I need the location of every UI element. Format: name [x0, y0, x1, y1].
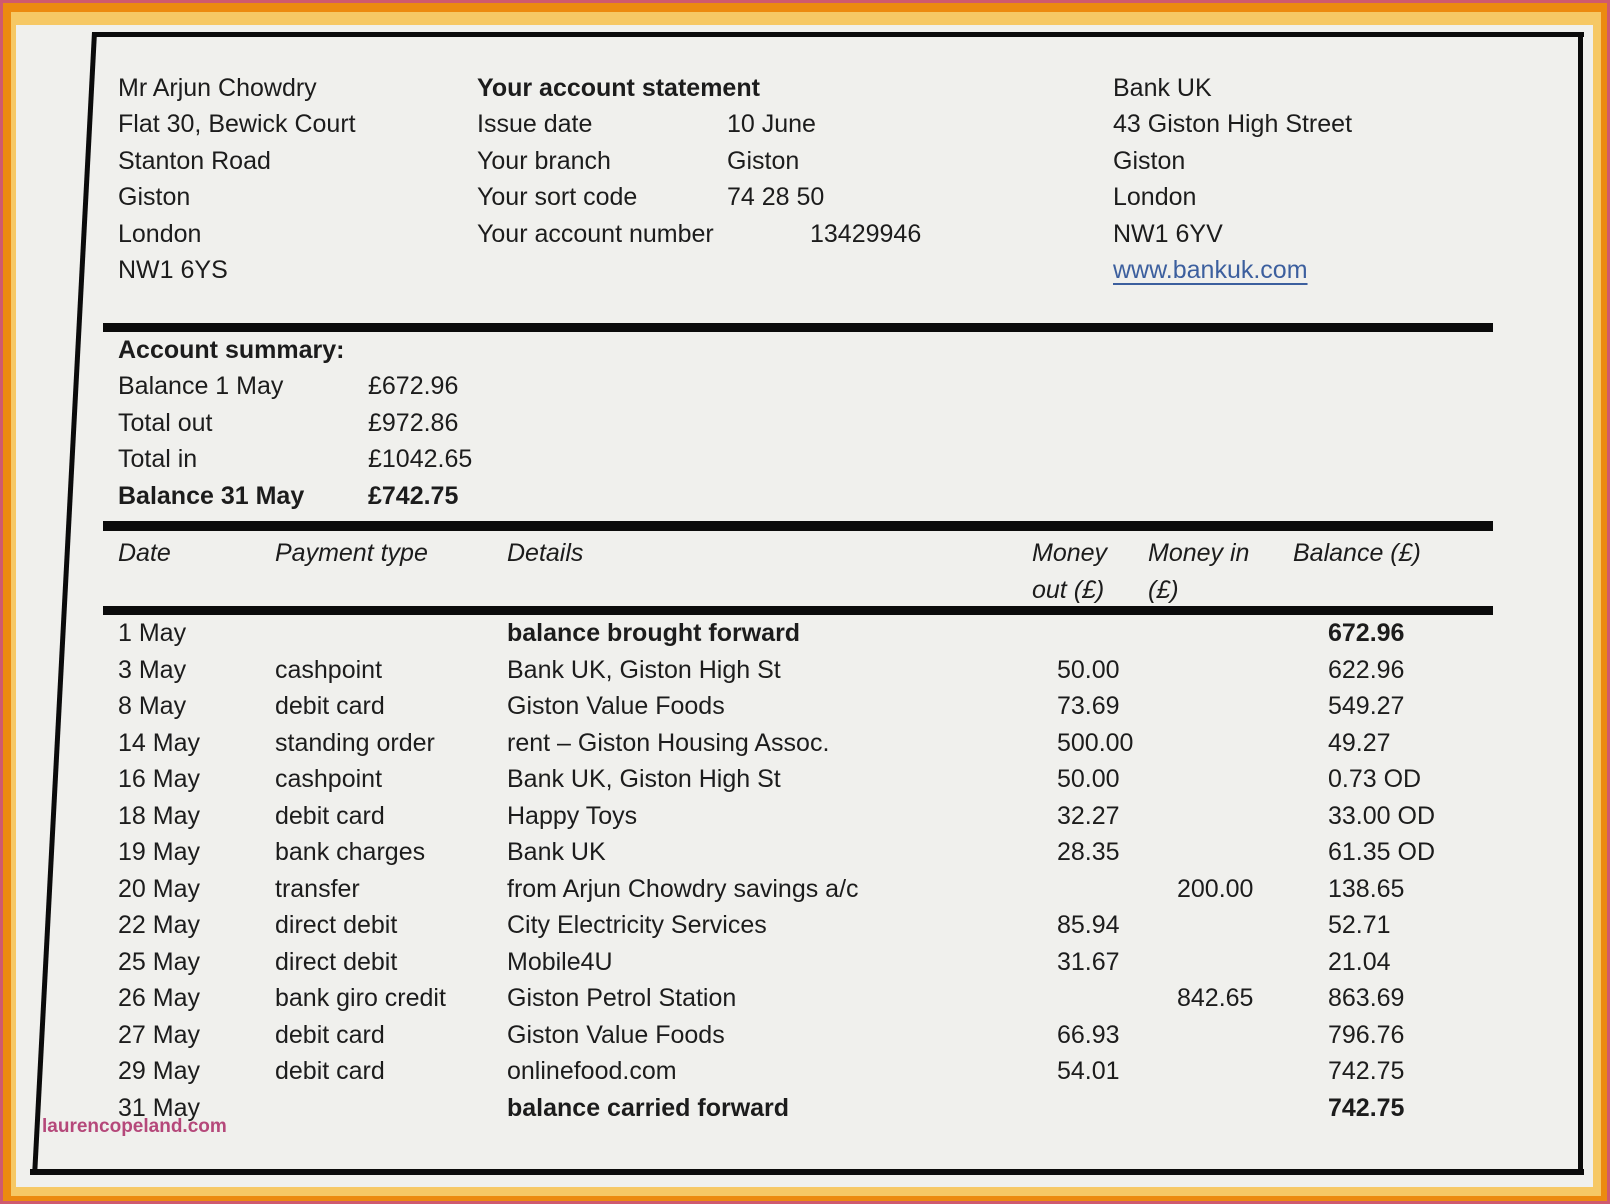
table-row — [0, 652, 1610, 689]
table-header-details: Details — [507, 539, 584, 567]
cell-details: from Arjun Chowdry savings a/c — [507, 874, 859, 903]
summary-row-value: £1042.65 — [368, 445, 473, 474]
statement-box-border-bottom — [30, 1169, 1584, 1175]
cell-balance: 138.65 — [1328, 874, 1405, 903]
statement-row-value: 74 28 50 — [727, 183, 825, 212]
table-row — [0, 688, 1610, 725]
cell-date: 25 May — [118, 947, 200, 976]
cell-details: Bank UK, Giston High St — [507, 765, 781, 793]
table-header-money-out: Money out (£) — [1032, 539, 1108, 604]
statement-row-value: 13429946 — [810, 219, 922, 248]
statement-row-value: Giston — [727, 146, 800, 175]
bank-address-lines — [1113, 70, 1352, 252]
cell-payment-type: debit card — [275, 1020, 385, 1049]
cell-money-out: 85.94 — [1057, 911, 1120, 939]
account-summary-rows — [118, 368, 473, 514]
cell-money-in: 842.65 — [1177, 984, 1254, 1012]
cell-date: 31 May — [118, 1093, 200, 1122]
cell-balance: 21.04 — [1328, 947, 1391, 976]
bank-address-block — [1113, 70, 1352, 288]
summary-row-label: Balance 1 May — [118, 372, 284, 401]
table-header-date: Date — [118, 539, 171, 567]
cell-payment-type: debit card — [275, 692, 385, 720]
bank-address-line: NW1 6YV — [1113, 219, 1223, 248]
bank-address-line: London — [1113, 183, 1197, 212]
cell-date: 29 May — [118, 1057, 200, 1085]
summary-row — [118, 368, 459, 404]
cell-date: 3 May — [118, 655, 187, 684]
cell-date: 26 May — [118, 984, 200, 1012]
cell-payment-type: direct debit — [275, 947, 398, 976]
cell-payment-type: transfer — [275, 874, 360, 903]
cell-money-out: 28.35 — [1057, 838, 1120, 866]
cell-balance: 549.27 — [1328, 692, 1405, 720]
table-row — [0, 944, 1610, 981]
cell-payment-type: debit card — [275, 801, 385, 830]
transactions-table-body — [0, 615, 1610, 1126]
cell-balance: 52.71 — [1328, 911, 1391, 939]
statement-box-border-top — [92, 32, 1584, 37]
summary-row-label: Total in — [118, 445, 198, 474]
cell-balance: 49.27 — [1328, 728, 1391, 757]
customer-address-line: NW1 6YS — [118, 256, 228, 285]
table-row — [0, 798, 1610, 835]
cell-payment-type: bank charges — [275, 838, 426, 866]
cell-date: 1 May — [118, 619, 187, 647]
cell-payment-type: cashpoint — [275, 655, 383, 684]
account-summary-title: Account summary: — [118, 336, 345, 364]
cell-money-out: 50.00 — [1057, 765, 1120, 793]
cell-money-in: 200.00 — [1177, 874, 1254, 903]
summary-row-value: £672.96 — [368, 372, 459, 401]
summary-row — [118, 478, 459, 514]
summary-row-label: Total out — [118, 408, 213, 437]
statement-row — [477, 106, 1117, 142]
cell-details: Bank UK — [507, 838, 606, 866]
table-row — [0, 761, 1610, 798]
table-header-balance: Balance (£) — [1293, 539, 1421, 567]
customer-address-line: London — [118, 219, 202, 248]
statement-row-label: Issue date — [477, 110, 593, 139]
customer-address-line: Giston — [118, 183, 191, 212]
table-row — [0, 615, 1610, 652]
cell-money-out: 50.00 — [1057, 655, 1120, 684]
cell-money-out: 500.00 — [1057, 728, 1134, 757]
cell-balance: 61.35 OD — [1328, 838, 1436, 866]
cell-money-out: 73.69 — [1057, 692, 1120, 720]
cell-payment-type: bank giro credit — [275, 984, 446, 1012]
table-row — [0, 1090, 1610, 1127]
cell-balance: 622.96 — [1328, 655, 1405, 684]
table-row — [0, 871, 1610, 908]
cell-date: 18 May — [118, 801, 200, 830]
cell-payment-type: cashpoint — [275, 765, 383, 793]
summary-row-value: £742.75 — [368, 481, 459, 510]
cell-payment-type: direct debit — [275, 911, 398, 939]
cell-details: balance brought forward — [507, 619, 801, 647]
cell-details: Mobile4U — [507, 947, 613, 976]
cell-date: 8 May — [118, 692, 187, 720]
summary-top-rule — [103, 323, 1493, 332]
cell-money-out: 31.67 — [1057, 947, 1120, 976]
statement-row-label: Your account number — [477, 219, 714, 248]
summary-row-value: £972.86 — [368, 408, 459, 437]
account-summary-block — [118, 332, 473, 514]
cell-balance: 742.75 — [1328, 1057, 1405, 1085]
cell-balance: 672.96 — [1328, 619, 1405, 647]
cell-details: Giston Petrol Station — [507, 984, 737, 1012]
cell-date: 19 May — [118, 838, 200, 866]
cell-details: onlinefood.com — [507, 1057, 677, 1085]
table-header-money-in: Money in (£) — [1148, 539, 1250, 604]
bank-address-line: Giston — [1113, 146, 1186, 175]
table-row — [0, 1017, 1610, 1054]
cell-money-out: 54.01 — [1057, 1057, 1120, 1085]
table-header-rule — [103, 606, 1493, 615]
customer-address-block — [118, 70, 356, 288]
cell-money-out: 32.27 — [1057, 801, 1120, 830]
customer-address-line: Flat 30, Bewick Court — [118, 110, 356, 139]
table-header-payment-type: Payment type — [275, 539, 428, 567]
summary-row — [118, 441, 473, 477]
statement-info-block — [477, 70, 1117, 252]
summary-row — [118, 405, 459, 441]
cell-balance: 863.69 — [1328, 984, 1405, 1012]
statement-row — [477, 179, 1117, 215]
cell-balance: 796.76 — [1328, 1020, 1405, 1049]
statement-row — [477, 216, 1117, 252]
cell-date: 14 May — [118, 728, 200, 757]
bank-address-line: 43 Giston High Street — [1113, 110, 1353, 139]
cell-balance: 33.00 OD — [1328, 801, 1436, 830]
bank-address-line: Bank UK — [1113, 74, 1212, 102]
bank-website-link[interactable]: www.bankuk.com — [1113, 256, 1308, 285]
cell-date: 20 May — [118, 874, 200, 903]
statement-row — [477, 143, 1117, 179]
cell-money-out: 66.93 — [1057, 1020, 1120, 1049]
cell-date: 16 May — [118, 765, 200, 793]
cell-details: Giston Value Foods — [507, 692, 725, 720]
watermark: laurencopeland.com — [42, 1116, 227, 1137]
cell-balance: 742.75 — [1328, 1093, 1405, 1122]
table-row — [0, 907, 1610, 944]
cell-balance: 0.73 OD — [1328, 765, 1422, 793]
statement-detail-rows — [477, 106, 1117, 252]
statement-row-value: 10 June — [727, 110, 816, 139]
summary-row-label: Balance 31 May — [118, 481, 305, 510]
cell-payment-type: standing order — [275, 728, 435, 757]
statement-title: Your account statement — [477, 74, 760, 102]
cell-details: Happy Toys — [507, 801, 638, 830]
table-row — [0, 834, 1610, 871]
table-row — [0, 725, 1610, 762]
statement-row-label: Your sort code — [477, 183, 638, 212]
statement-row-label: Your branch — [477, 146, 611, 175]
summary-bottom-rule — [103, 521, 1493, 531]
cell-payment-type: debit card — [275, 1057, 385, 1085]
cell-details: Giston Value Foods — [507, 1020, 725, 1049]
cell-details: rent – Giston Housing Assoc. — [507, 728, 830, 757]
cell-details: City Electricity Services — [507, 911, 767, 939]
cell-details: Bank UK, Giston High St — [507, 655, 781, 684]
cell-details: balance carried forward — [507, 1093, 790, 1122]
table-row — [0, 1053, 1610, 1090]
customer-address-line: Stanton Road — [118, 146, 271, 175]
customer-address-line: Mr Arjun Chowdry — [118, 74, 317, 102]
cell-date: 27 May — [118, 1020, 200, 1049]
table-row — [0, 980, 1610, 1017]
cell-date: 22 May — [118, 911, 200, 939]
